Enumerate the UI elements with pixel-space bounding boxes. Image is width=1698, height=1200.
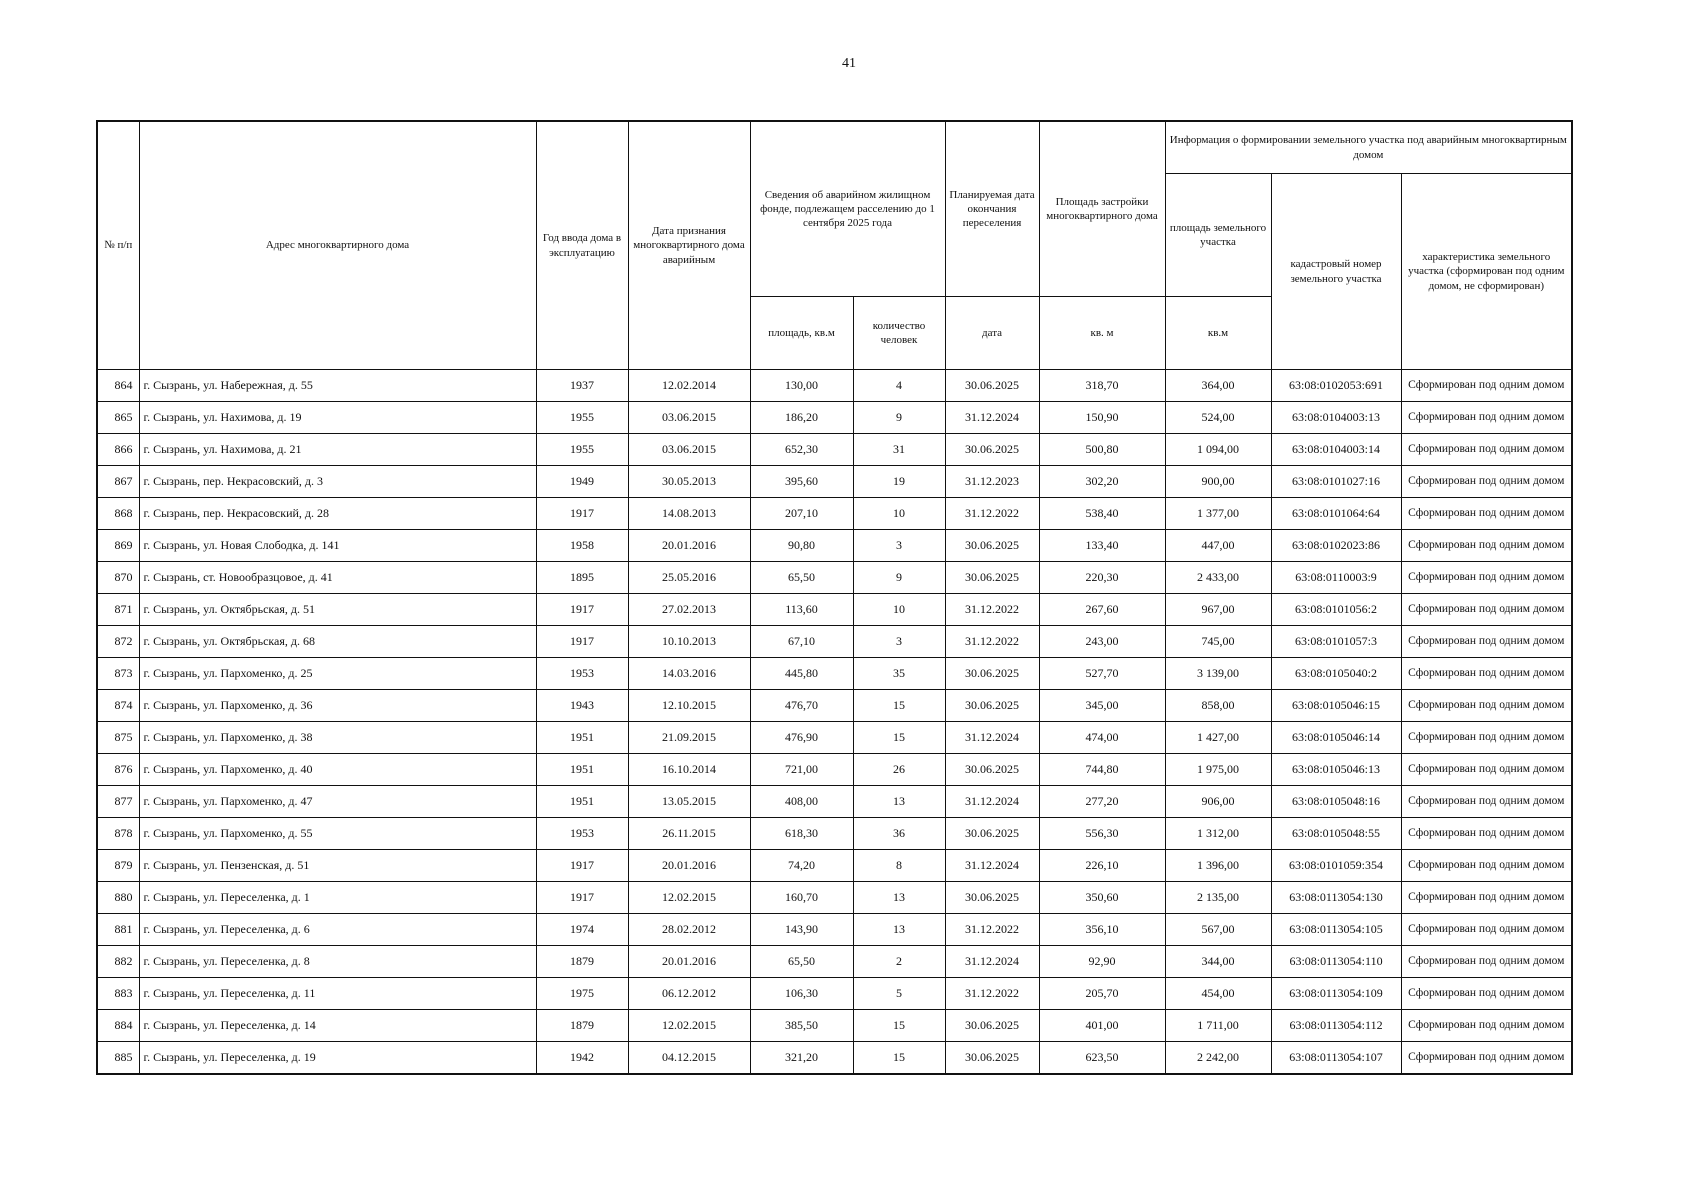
row-number: 876	[97, 754, 139, 786]
recognition-date-cell: 20.01.2016	[628, 946, 750, 978]
planned-date-cell: 30.06.2025	[945, 562, 1039, 594]
area-cell: 106,30	[750, 978, 853, 1010]
row-number: 872	[97, 626, 139, 658]
planned-date-cell: 30.06.2025	[945, 690, 1039, 722]
land-area-cell: 1 312,00	[1165, 818, 1271, 850]
land-status-cell: Сформирован под одним домом	[1401, 562, 1572, 594]
planned-date-cell: 31.12.2022	[945, 498, 1039, 530]
building-area-cell: 623,50	[1039, 1042, 1165, 1075]
recognition-date-cell: 16.10.2014	[628, 754, 750, 786]
land-status-cell: Сформирован под одним домом	[1401, 754, 1572, 786]
land-area-cell: 364,00	[1165, 370, 1271, 402]
building-area-cell: 150,90	[1039, 402, 1165, 434]
table-row	[97, 786, 1572, 818]
year-cell: 1942	[536, 1042, 628, 1075]
recognition-date-cell: 12.02.2014	[628, 370, 750, 402]
address-cell: г. Сызрань, ул. Переселенка, д. 6	[139, 914, 536, 946]
address-cell: г. Сызрань, ул. Набережная, д. 55	[139, 370, 536, 402]
year-cell: 1917	[536, 882, 628, 914]
address-cell: г. Сызрань, ул. Переселенка, д. 14	[139, 1010, 536, 1042]
cadastral-number-cell: 63:08:0102053:691	[1271, 370, 1401, 402]
address-cell: г. Сызрань, ст. Новообразцовое, д. 41	[139, 562, 536, 594]
land-area-cell: 1 975,00	[1165, 754, 1271, 786]
building-area-cell: 205,70	[1039, 978, 1165, 1010]
people-count-cell: 9	[853, 562, 945, 594]
address-cell: г. Сызрань, ул. Пархоменко, д. 36	[139, 690, 536, 722]
land-status-cell: Сформирован под одним домом	[1401, 626, 1572, 658]
subheader-people: количество человек	[853, 297, 945, 370]
people-count-cell: 15	[853, 690, 945, 722]
area-cell: 143,90	[750, 914, 853, 946]
table-row	[97, 754, 1572, 786]
recognition-date-cell: 26.11.2015	[628, 818, 750, 850]
row-number: 880	[97, 882, 139, 914]
recognition-date-cell: 12.10.2015	[628, 690, 750, 722]
building-area-cell: 267,60	[1039, 594, 1165, 626]
area-cell: 130,00	[750, 370, 853, 402]
address-cell: г. Сызрань, ул. Нахимова, д. 21	[139, 434, 536, 466]
area-cell: 67,10	[750, 626, 853, 658]
land-status-cell: Сформирован под одним домом	[1401, 466, 1572, 498]
cadastral-number-cell: 63:08:0105046:15	[1271, 690, 1401, 722]
cadastral-number-cell: 63:08:0102023:86	[1271, 530, 1401, 562]
planned-date-cell: 31.12.2024	[945, 850, 1039, 882]
area-cell: 207,10	[750, 498, 853, 530]
recognition-date-cell: 30.05.2013	[628, 466, 750, 498]
cadastral-number-cell: 63:08:0105040:2	[1271, 658, 1401, 690]
people-count-cell: 9	[853, 402, 945, 434]
emergency-housing-table	[96, 120, 1573, 1075]
year-cell: 1917	[536, 626, 628, 658]
land-area-cell: 567,00	[1165, 914, 1271, 946]
area-cell: 160,70	[750, 882, 853, 914]
recognition-date-cell: 12.02.2015	[628, 1010, 750, 1042]
year-cell: 1958	[536, 530, 628, 562]
header-land-characteristic: характеристика земельного участка (сформирован под одним домом, не сформирован)	[1401, 174, 1572, 370]
people-count-cell: 19	[853, 466, 945, 498]
table-row	[97, 530, 1572, 562]
table-row	[97, 690, 1572, 722]
land-area-cell: 906,00	[1165, 786, 1271, 818]
planned-date-cell: 30.06.2025	[945, 370, 1039, 402]
recognition-date-cell: 13.05.2015	[628, 786, 750, 818]
year-cell: 1943	[536, 690, 628, 722]
land-area-cell: 344,00	[1165, 946, 1271, 978]
land-status-cell: Сформирован под одним домом	[1401, 658, 1572, 690]
address-cell: г. Сызрань, ул. Новая Слободка, д. 141	[139, 530, 536, 562]
year-cell: 1955	[536, 402, 628, 434]
table-row	[97, 882, 1572, 914]
people-count-cell: 15	[853, 1042, 945, 1075]
subheader-land-unit: кв.м	[1165, 297, 1271, 370]
table-row	[97, 498, 1572, 530]
building-area-cell: 474,00	[1039, 722, 1165, 754]
recognition-date-cell: 25.05.2016	[628, 562, 750, 594]
building-area-cell: 538,40	[1039, 498, 1165, 530]
planned-date-cell: 31.12.2024	[945, 946, 1039, 978]
address-cell: г. Сызрань, ул. Октябрьская, д. 68	[139, 626, 536, 658]
land-area-cell: 2 242,00	[1165, 1042, 1271, 1075]
area-cell: 721,00	[750, 754, 853, 786]
year-cell: 1955	[536, 434, 628, 466]
area-cell: 186,20	[750, 402, 853, 434]
people-count-cell: 26	[853, 754, 945, 786]
year-cell: 1951	[536, 786, 628, 818]
year-cell: 1949	[536, 466, 628, 498]
land-status-cell: Сформирован под одним домом	[1401, 690, 1572, 722]
recognition-date-cell: 14.08.2013	[628, 498, 750, 530]
header-recognition-date: Дата признания многоквартирного дома аварийным	[628, 121, 750, 370]
building-area-cell: 92,90	[1039, 946, 1165, 978]
land-status-cell: Сформирован под одним домом	[1401, 530, 1572, 562]
row-number: 866	[97, 434, 139, 466]
people-count-cell: 10	[853, 594, 945, 626]
people-count-cell: 15	[853, 722, 945, 754]
planned-date-cell: 30.06.2025	[945, 1042, 1039, 1075]
table-row	[97, 818, 1572, 850]
table-row	[97, 978, 1572, 1010]
recognition-date-cell: 20.01.2016	[628, 850, 750, 882]
header-emergency-fund: Сведения об аварийном жилищном фонде, подлежащем расселению до 1 сентября 2025 года	[750, 121, 945, 297]
people-count-cell: 36	[853, 818, 945, 850]
header-land-area: площадь земельного участка	[1165, 174, 1271, 297]
row-number: 883	[97, 978, 139, 1010]
row-number: 882	[97, 946, 139, 978]
people-count-cell: 15	[853, 1010, 945, 1042]
people-count-cell: 3	[853, 530, 945, 562]
planned-date-cell: 31.12.2022	[945, 914, 1039, 946]
cadastral-number-cell: 63:08:0105046:13	[1271, 754, 1401, 786]
year-cell: 1951	[536, 722, 628, 754]
land-area-cell: 1 377,00	[1165, 498, 1271, 530]
address-cell: г. Сызрань, ул. Нахимова, д. 19	[139, 402, 536, 434]
header-year: Год ввода дома в эксплуатацию	[536, 121, 628, 370]
table-row	[97, 466, 1572, 498]
recognition-date-cell: 28.02.2012	[628, 914, 750, 946]
row-number: 879	[97, 850, 139, 882]
row-number: 885	[97, 1042, 139, 1075]
recognition-date-cell: 21.09.2015	[628, 722, 750, 754]
address-cell: г. Сызрань, ул. Пархоменко, д. 25	[139, 658, 536, 690]
building-area-cell: 345,00	[1039, 690, 1165, 722]
land-status-cell: Сформирован под одним домом	[1401, 850, 1572, 882]
address-cell: г. Сызрань, ул. Пархоменко, д. 47	[139, 786, 536, 818]
address-cell: г. Сызрань, пер. Некрасовский, д. 28	[139, 498, 536, 530]
page-number: 41	[842, 56, 856, 71]
table-row	[97, 402, 1572, 434]
table-header	[97, 121, 1572, 370]
header-land-info: Информация о формировании земельного участка под аварийным многоквартирным домом	[1165, 121, 1572, 174]
planned-date-cell: 30.06.2025	[945, 754, 1039, 786]
cadastral-number-cell: 63:08:0101056:2	[1271, 594, 1401, 626]
cadastral-number-cell: 63:08:0110003:9	[1271, 562, 1401, 594]
header-planned-end: Планируемая дата окончания переселения	[945, 121, 1039, 297]
area-cell: 445,80	[750, 658, 853, 690]
table-row	[97, 722, 1572, 754]
people-count-cell: 13	[853, 786, 945, 818]
table-row	[97, 434, 1572, 466]
people-count-cell: 31	[853, 434, 945, 466]
building-area-cell: 527,70	[1039, 658, 1165, 690]
building-area-cell: 500,80	[1039, 434, 1165, 466]
row-number: 868	[97, 498, 139, 530]
recognition-date-cell: 03.06.2015	[628, 402, 750, 434]
cadastral-number-cell: 63:08:0104003:14	[1271, 434, 1401, 466]
land-area-cell: 2 135,00	[1165, 882, 1271, 914]
land-status-cell: Сформирован под одним домом	[1401, 978, 1572, 1010]
year-cell: 1953	[536, 658, 628, 690]
recognition-date-cell: 06.12.2012	[628, 978, 750, 1010]
year-cell: 1951	[536, 754, 628, 786]
row-number: 871	[97, 594, 139, 626]
cadastral-number-cell: 63:08:0113054:110	[1271, 946, 1401, 978]
row-number: 864	[97, 370, 139, 402]
land-status-cell: Сформирован под одним домом	[1401, 882, 1572, 914]
building-area-cell: 243,00	[1039, 626, 1165, 658]
area-cell: 652,30	[750, 434, 853, 466]
address-cell: г. Сызрань, ул. Пархоменко, д. 38	[139, 722, 536, 754]
cadastral-number-cell: 63:08:0113054:105	[1271, 914, 1401, 946]
recognition-date-cell: 10.10.2013	[628, 626, 750, 658]
land-area-cell: 1 396,00	[1165, 850, 1271, 882]
year-cell: 1879	[536, 1010, 628, 1042]
recognition-date-cell: 20.01.2016	[628, 530, 750, 562]
table-row	[97, 594, 1572, 626]
row-number: 873	[97, 658, 139, 690]
address-cell: г. Сызрань, ул. Переселенка, д. 1	[139, 882, 536, 914]
building-area-cell: 133,40	[1039, 530, 1165, 562]
row-number: 870	[97, 562, 139, 594]
table-row	[97, 946, 1572, 978]
cadastral-number-cell: 63:08:0113054:130	[1271, 882, 1401, 914]
cadastral-number-cell: 63:08:0101059:354	[1271, 850, 1401, 882]
row-number: 878	[97, 818, 139, 850]
subheader-building-unit: кв. м	[1039, 297, 1165, 370]
address-cell: г. Сызрань, ул. Переселенка, д. 19	[139, 1042, 536, 1075]
land-area-cell: 745,00	[1165, 626, 1271, 658]
planned-date-cell: 30.06.2025	[945, 882, 1039, 914]
address-cell: г. Сызрань, ул. Переселенка, д. 11	[139, 978, 536, 1010]
area-cell: 385,50	[750, 1010, 853, 1042]
table-body	[97, 370, 1572, 1075]
land-area-cell: 454,00	[1165, 978, 1271, 1010]
planned-date-cell: 31.12.2022	[945, 594, 1039, 626]
table-row	[97, 562, 1572, 594]
area-cell: 65,50	[750, 946, 853, 978]
planned-date-cell: 30.06.2025	[945, 434, 1039, 466]
area-cell: 618,30	[750, 818, 853, 850]
row-number: 877	[97, 786, 139, 818]
land-status-cell: Сформирован под одним домом	[1401, 594, 1572, 626]
year-cell: 1937	[536, 370, 628, 402]
planned-date-cell: 31.12.2024	[945, 786, 1039, 818]
building-area-cell: 318,70	[1039, 370, 1165, 402]
land-status-cell: Сформирован под одним домом	[1401, 1010, 1572, 1042]
people-count-cell: 35	[853, 658, 945, 690]
land-status-cell: Сформирован под одним домом	[1401, 722, 1572, 754]
row-number: 874	[97, 690, 139, 722]
land-area-cell: 900,00	[1165, 466, 1271, 498]
people-count-cell: 13	[853, 882, 945, 914]
planned-date-cell: 30.06.2025	[945, 658, 1039, 690]
cadastral-number-cell: 63:08:0105048:16	[1271, 786, 1401, 818]
recognition-date-cell: 14.03.2016	[628, 658, 750, 690]
land-status-cell: Сформирован под одним домом	[1401, 786, 1572, 818]
area-cell: 395,60	[750, 466, 853, 498]
planned-date-cell: 31.12.2024	[945, 722, 1039, 754]
cadastral-number-cell: 63:08:0105046:14	[1271, 722, 1401, 754]
building-area-cell: 356,10	[1039, 914, 1165, 946]
people-count-cell: 4	[853, 370, 945, 402]
table-row	[97, 658, 1572, 690]
land-status-cell: Сформирован под одним домом	[1401, 946, 1572, 978]
building-area-cell: 302,20	[1039, 466, 1165, 498]
row-number: 884	[97, 1010, 139, 1042]
building-area-cell: 226,10	[1039, 850, 1165, 882]
area-cell: 408,00	[750, 786, 853, 818]
cadastral-number-cell: 63:08:0113054:107	[1271, 1042, 1401, 1075]
area-cell: 321,20	[750, 1042, 853, 1075]
year-cell: 1974	[536, 914, 628, 946]
people-count-cell: 8	[853, 850, 945, 882]
planned-date-cell: 30.06.2025	[945, 818, 1039, 850]
year-cell: 1953	[536, 818, 628, 850]
building-area-cell: 277,20	[1039, 786, 1165, 818]
area-cell: 74,20	[750, 850, 853, 882]
area-cell: 113,60	[750, 594, 853, 626]
building-area-cell: 220,30	[1039, 562, 1165, 594]
area-cell: 476,90	[750, 722, 853, 754]
building-area-cell: 556,30	[1039, 818, 1165, 850]
recognition-date-cell: 04.12.2015	[628, 1042, 750, 1075]
header-address: Адрес многоквартирного дома	[139, 121, 536, 370]
header-cadastral: кадастровый номер земельного участка	[1271, 174, 1401, 370]
area-cell: 65,50	[750, 562, 853, 594]
land-status-cell: Сформирован под одним домом	[1401, 498, 1572, 530]
cadastral-number-cell: 63:08:0104003:13	[1271, 402, 1401, 434]
header-num: № п/п	[97, 121, 139, 370]
land-area-cell: 524,00	[1165, 402, 1271, 434]
table-row	[97, 626, 1572, 658]
cadastral-number-cell: 63:08:0101057:3	[1271, 626, 1401, 658]
planned-date-cell: 31.12.2022	[945, 978, 1039, 1010]
land-area-cell: 2 433,00	[1165, 562, 1271, 594]
year-cell: 1975	[536, 978, 628, 1010]
year-cell: 1917	[536, 594, 628, 626]
row-number: 867	[97, 466, 139, 498]
table-row	[97, 370, 1572, 402]
cadastral-number-cell: 63:08:0113054:109	[1271, 978, 1401, 1010]
land-area-cell: 1 427,00	[1165, 722, 1271, 754]
land-area-cell: 3 139,00	[1165, 658, 1271, 690]
people-count-cell: 2	[853, 946, 945, 978]
header-building-area: Площадь застройки многоквартирного дома	[1039, 121, 1165, 297]
land-area-cell: 447,00	[1165, 530, 1271, 562]
land-status-cell: Сформирован под одним домом	[1401, 914, 1572, 946]
land-status-cell: Сформирован под одним домом	[1401, 370, 1572, 402]
people-count-cell: 5	[853, 978, 945, 1010]
address-cell: г. Сызрань, ул. Пархоменко, д. 55	[139, 818, 536, 850]
recognition-date-cell: 03.06.2015	[628, 434, 750, 466]
area-cell: 476,70	[750, 690, 853, 722]
subheader-date: дата	[945, 297, 1039, 370]
recognition-date-cell: 27.02.2013	[628, 594, 750, 626]
land-status-cell: Сформирован под одним домом	[1401, 434, 1572, 466]
row-number: 865	[97, 402, 139, 434]
people-count-cell: 13	[853, 914, 945, 946]
cadastral-number-cell: 63:08:0113054:112	[1271, 1010, 1401, 1042]
address-cell: г. Сызрань, пер. Некрасовский, д. 3	[139, 466, 536, 498]
building-area-cell: 744,80	[1039, 754, 1165, 786]
area-cell: 90,80	[750, 530, 853, 562]
cadastral-number-cell: 63:08:0101064:64	[1271, 498, 1401, 530]
land-area-cell: 1 711,00	[1165, 1010, 1271, 1042]
row-number: 875	[97, 722, 139, 754]
planned-date-cell: 30.06.2025	[945, 530, 1039, 562]
year-cell: 1917	[536, 498, 628, 530]
building-area-cell: 401,00	[1039, 1010, 1165, 1042]
row-number: 881	[97, 914, 139, 946]
people-count-cell: 3	[853, 626, 945, 658]
planned-date-cell: 31.12.2023	[945, 466, 1039, 498]
people-count-cell: 10	[853, 498, 945, 530]
land-area-cell: 858,00	[1165, 690, 1271, 722]
year-cell: 1917	[536, 850, 628, 882]
address-cell: г. Сызрань, ул. Пархоменко, д. 40	[139, 754, 536, 786]
table-row	[97, 1010, 1572, 1042]
cadastral-number-cell: 63:08:0101027:16	[1271, 466, 1401, 498]
address-cell: г. Сызрань, ул. Переселенка, д. 8	[139, 946, 536, 978]
row-number: 869	[97, 530, 139, 562]
land-status-cell: Сформирован под одним домом	[1401, 1042, 1572, 1075]
building-area-cell: 350,60	[1039, 882, 1165, 914]
address-cell: г. Сызрань, ул. Октябрьская, д. 51	[139, 594, 536, 626]
year-cell: 1895	[536, 562, 628, 594]
table-row	[97, 914, 1572, 946]
land-status-cell: Сформирован под одним домом	[1401, 402, 1572, 434]
year-cell: 1879	[536, 946, 628, 978]
land-area-cell: 967,00	[1165, 594, 1271, 626]
cadastral-number-cell: 63:08:0105048:55	[1271, 818, 1401, 850]
table-row	[97, 850, 1572, 882]
table-row	[97, 1042, 1572, 1075]
address-cell: г. Сызрань, ул. Пензенская, д. 51	[139, 850, 536, 882]
land-area-cell: 1 094,00	[1165, 434, 1271, 466]
subheader-area: площадь, кв.м	[750, 297, 853, 370]
recognition-date-cell: 12.02.2015	[628, 882, 750, 914]
planned-date-cell: 30.06.2025	[945, 1010, 1039, 1042]
planned-date-cell: 31.12.2022	[945, 626, 1039, 658]
land-status-cell: Сформирован под одним домом	[1401, 818, 1572, 850]
planned-date-cell: 31.12.2024	[945, 402, 1039, 434]
